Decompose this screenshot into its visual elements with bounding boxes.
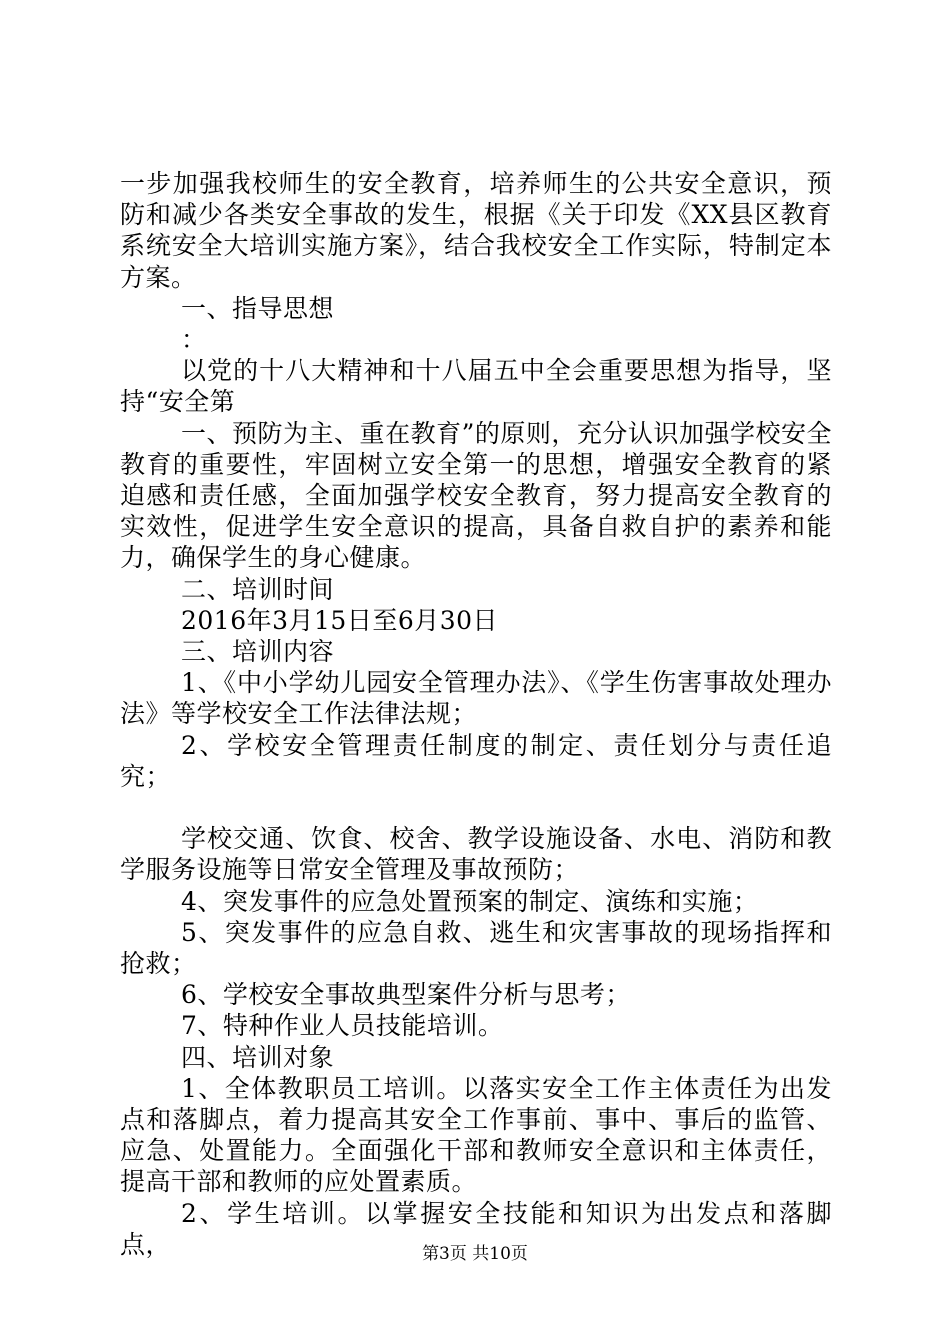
list-item-content-5: 5、突发事件的应急自救、逃生和灾害事故的现场指挥和抢救； xyxy=(120,917,832,979)
list-item-content-7: 7、特种作业人员技能培训。 xyxy=(181,1011,504,1041)
heading-training-content: 三、培训内容 xyxy=(181,637,335,667)
list-item-content-4: 4、突发事件的应急处置预案的制定、演练和实施； xyxy=(181,886,759,916)
heading-training-targets: 四、培训对象 xyxy=(181,1042,335,1072)
list-item-content-3: 学校交通、饮食、校舍、教学设施设备、水电、消防和教学服务设施等日常安全管理及事故预防； xyxy=(120,824,832,885)
page-number: 第3页 共10页 xyxy=(422,1244,528,1264)
paragraph-principle: 一、预防为主、重在教育”的原则，充分认识加强学校安全教育的重要性，牢固树立安全第一的思想，增强安全教育的紧迫感和责任感，全面加强学校安全教育，努力提高安全教育的实效性，促进学生安全意识的提高，具备自救自护的素养和能力，确保学生的身心健康。 xyxy=(120,418,832,573)
list-item-target-1: 1、全体教职员工培训。以落实安全工作主体责任为出发点和落脚点，着力提高其安全工作事前、事中、事后的监管、应急、处置能力。全面强化干部和教师安全意识和主体责任，提高干部和教师的应处置素质。 xyxy=(120,1073,832,1197)
blank-line xyxy=(120,792,832,823)
heading-guiding-ideology: 一、指导思想 xyxy=(181,293,335,323)
list-item-target-2: 2、学生培训。以掌握安全技能和知识为出发点和落脚点， xyxy=(120,1198,832,1259)
paragraph-training-dates: 2016年3月15日至6月30日 xyxy=(181,605,499,635)
paragraph-intro: 一步加强我校师生的安全教育，培养师生的公共安全意识，预防和减少各类安全事故的发生，根据《关于印发《XX县区教育系统安全大培训实施方案》，结合我校安全工作实际，特制定本方案。 xyxy=(120,169,832,292)
body-text xyxy=(120,168,832,1260)
paragraph-ideology-text: 以党的十八大精神和十八届五中全会重要思想为指导，坚持“安全第 xyxy=(120,356,832,417)
paragraph-colon: ： xyxy=(181,325,207,355)
list-item-content-6: 6、学校安全事故典型案件分析与思考； xyxy=(181,980,631,1010)
list-item-content-1: 1、《中小学幼儿园安全管理办法》、《学生伤害事故处理办法》等学校安全工作法律法规； xyxy=(120,668,832,729)
heading-training-time: 二、培训时间 xyxy=(181,574,335,604)
list-item-content-2: 2、学校安全管理责任制度的制定、责任划分与责任追究； xyxy=(120,730,832,791)
